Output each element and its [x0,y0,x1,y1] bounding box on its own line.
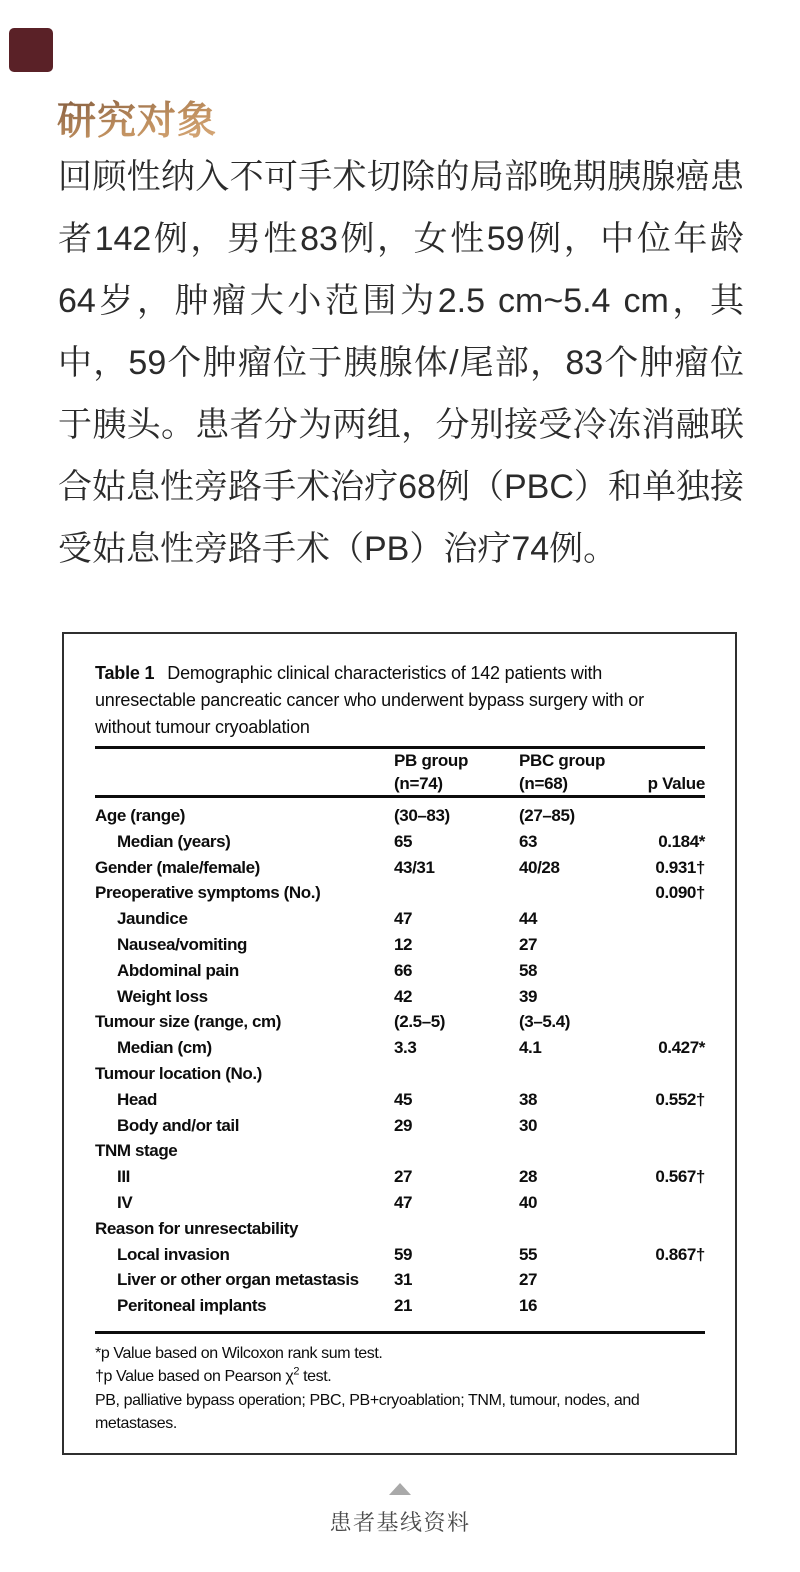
p-value [629,1009,705,1035]
table-row [95,1138,705,1164]
p-value [629,1113,705,1139]
row-label: Weight loss [117,986,208,1006]
p-value [629,906,705,932]
pbc-value: 16 [519,1296,538,1316]
pb-value [394,1216,519,1242]
column-header-pvalue: p Value [647,773,705,793]
footnote-wilcoxon: *p Value based on Wilcoxon rank sum test. [95,1344,383,1362]
row-label: Head [117,1089,157,1109]
pb-value: 12 [394,934,413,954]
column-header-empty [95,750,394,795]
pb-value [394,1138,519,1164]
table-row [95,1190,705,1216]
pbc-value [519,1138,629,1164]
table-row [95,1293,705,1319]
p-value [629,958,705,984]
pb-value: 21 [394,1296,413,1316]
row-label: Nausea/vomiting [117,934,248,954]
row-label: Tumour location (No.) [95,1063,262,1083]
row-label: Tumour size (range, cm) [95,1012,282,1032]
pbc-value: 63 [519,831,538,851]
pbc-value: 44 [519,909,538,929]
pbc-value: 38 [519,1089,538,1109]
p-value: 0.552† [655,1089,705,1109]
row-label: Median (years) [117,831,231,851]
table-row [95,829,705,855]
pbc-value: 40/28 [519,857,560,877]
paragraph-line: 于胰头。患者分为两组，分别接受冷冻消融联 [58,406,744,444]
table-row [95,803,705,829]
footnote-pearson: †p Value based on Pearson $\chi^2$ test. [95,1366,332,1386]
p-value [629,932,705,958]
table-figure [62,632,737,1455]
pb-value: 3.3 [394,1038,417,1058]
table-row [95,855,705,881]
row-label: Peritoneal implants [117,1296,267,1316]
p-value: 0.184* [658,831,705,851]
table-row [95,932,705,958]
table-footnotes [95,1342,705,1436]
pb-value: (2.5–5) [394,1012,446,1032]
paragraph-line: 中，59个肿瘤位于胰腺体/尾部，83个肿瘤位 [58,344,744,382]
row-label: Liver or other organ metastasis [117,1270,359,1290]
collapse-section-control[interactable] [0,1483,800,1536]
section-title: 研究对象 [57,98,217,146]
pb-value [394,1061,519,1087]
p-value: 0.427* [658,1038,705,1058]
table-caption-label: Table 1 [95,663,155,683]
table-row [95,1113,705,1139]
column-header-pb: PB group (n=74) [394,751,469,793]
pbc-value: 40 [519,1192,538,1212]
row-label: Reason for unresectability [95,1218,299,1238]
table-row [95,1061,705,1087]
p-value [629,1190,705,1216]
paragraph-line: 64岁，肿瘤大小范围为2.5 cm~5.4 cm，其 [58,282,744,320]
table-caption [95,660,705,741]
pbc-value: 4.1 [519,1038,542,1058]
pb-value [394,880,519,906]
paragraph-line: 者142例，男性83例，女性59例，中位年龄 [58,220,744,258]
intro-paragraph [58,146,744,580]
p-value [629,1267,705,1293]
column-header-pbc: PBC group (n=68) [519,751,606,793]
pbc-value: 28 [519,1167,538,1187]
pbc-value: 30 [519,1115,538,1135]
pbc-value: (3–5.4) [519,1012,571,1032]
row-label: Body and/or tail [117,1115,240,1135]
p-value: 0.867† [655,1244,705,1264]
pbc-value: 39 [519,986,538,1006]
pb-value: 66 [394,960,413,980]
footnote-abbreviations: PB, palliative bypass operation; PBC, PB+cryoablation; TNM, tumour, nodes, and [95,1391,640,1409]
table-rule-bottom [95,1331,705,1334]
table-caption-line2: unresectable pancreatic cancer who underwent bypass surgery with or [95,690,644,710]
collapse-section-label[interactable]: 患者基线资料 [329,1510,471,1535]
footnote-abbreviations-wrap: metastases. [95,1415,177,1433]
pb-value: 47 [394,1192,413,1212]
corner-decor-square [9,28,53,72]
row-label: III [117,1167,130,1187]
paragraph-line: 受姑息性旁路手术（PB）治疗74例。 [58,530,618,568]
table-row [95,880,705,906]
table-row [95,1035,705,1061]
pb-value: 29 [394,1115,413,1135]
table-row [95,1164,705,1190]
p-value: 0.090† [655,883,705,903]
p-value: 0.567† [655,1167,705,1187]
table-caption-line1 [95,660,705,687]
table-row [95,906,705,932]
pb-value: (30–83) [394,806,450,825]
pbc-value: 55 [519,1244,538,1264]
p-value [629,1138,705,1164]
table-caption-line3: without tumour cryoablation [95,717,310,737]
table-row [95,958,705,984]
row-label: Gender (male/female) [95,857,260,877]
pbc-value [519,1216,629,1242]
pb-value: 45 [394,1089,413,1109]
pbc-value: 58 [519,960,538,980]
table-row [95,1087,705,1113]
pb-value: 65 [394,831,413,851]
p-value [629,1293,705,1319]
row-label: Abdominal pain [117,960,239,980]
p-value [629,984,705,1010]
pb-value: 27 [394,1167,413,1187]
p-value [629,803,705,829]
table-caption-text: Demographic clinical characteristics of 142 patients with [167,663,603,683]
pb-value: 43/31 [394,857,435,877]
p-value [629,1061,705,1087]
pb-value: 42 [394,986,413,1006]
paragraph-line: 合姑息性旁路手术治疗68例（PBC）和单独接 [58,468,744,506]
table-row [95,1267,705,1293]
row-label: IV [117,1192,133,1212]
table-rule-top [95,746,705,749]
row-label: Age (range) [95,806,186,825]
paragraph-line: 回顾性纳入不可手术切除的局部晚期胰腺癌患 [58,158,744,196]
chi-squared-superscript: 2 [293,1366,300,1379]
row-label: Local invasion [117,1244,230,1264]
p-value: 0.931† [655,857,705,877]
row-label: Median (cm) [117,1038,212,1058]
table-row [95,1009,705,1035]
p-value [629,1216,705,1242]
table-rule-header [95,795,705,798]
pb-value: 31 [394,1270,413,1290]
row-label: Preoperative symptoms (No.) [95,883,321,903]
row-label: Jaundice [117,909,188,929]
pbc-value: (27–85) [519,806,575,825]
pbc-value [519,1061,629,1087]
table-header-row [95,750,705,795]
pbc-value: 27 [519,934,538,954]
collapse-arrow-icon[interactable] [389,1483,411,1495]
table-row [95,1242,705,1268]
pbc-value: 27 [519,1270,538,1290]
pb-value: 59 [394,1244,413,1264]
pb-value: 47 [394,909,413,929]
pbc-value [519,880,629,906]
row-label: TNM stage [95,1141,178,1161]
table-row [95,984,705,1010]
table-row [95,1216,705,1242]
table-rows [95,803,705,1319]
